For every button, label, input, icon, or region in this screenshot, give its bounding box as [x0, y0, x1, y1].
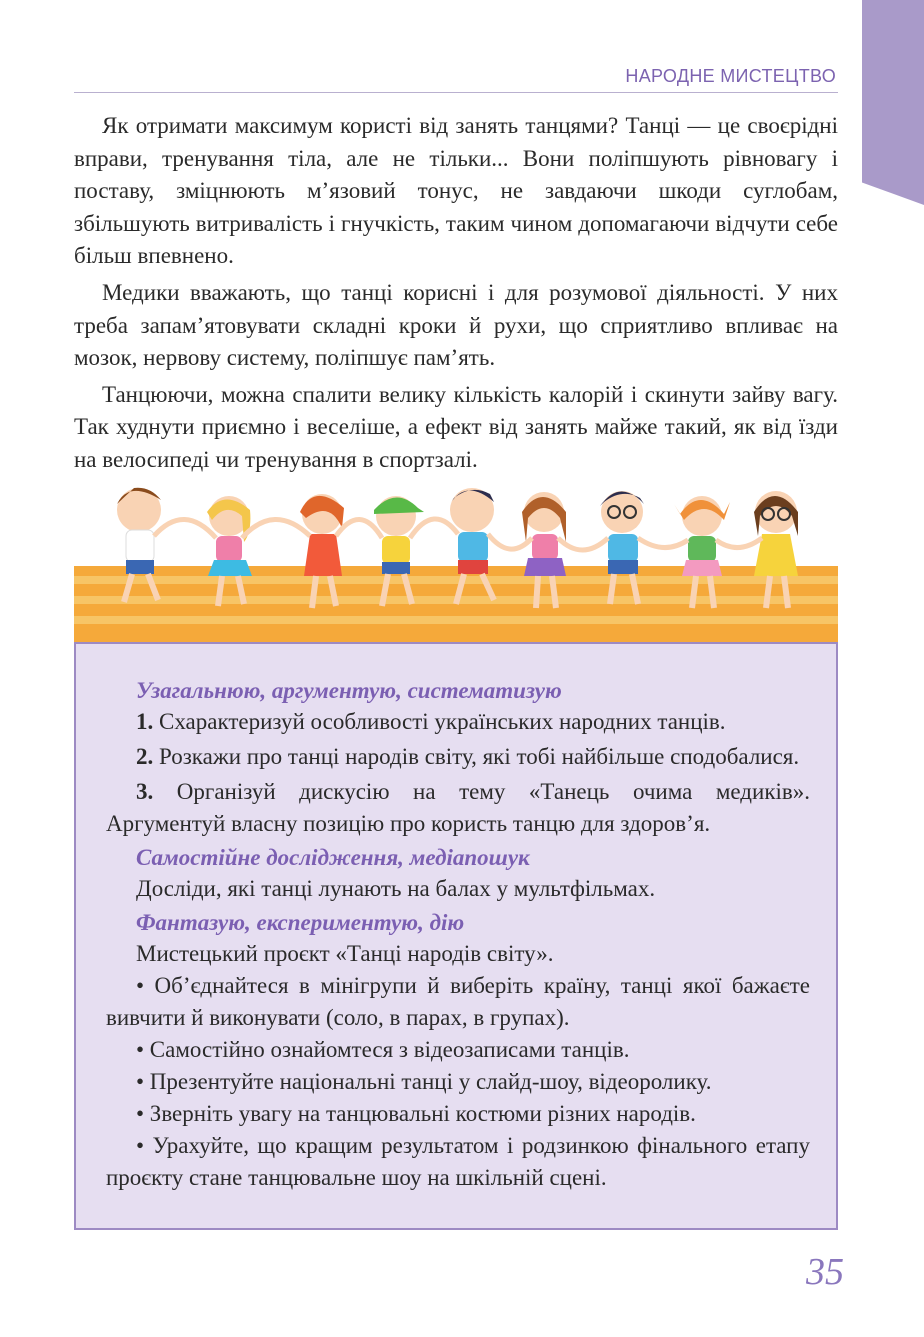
main-text: [74, 110, 838, 481]
dancing-children-illustration: [74, 472, 838, 644]
project-intro: Мистецький проєкт «Танці народів світу».: [136, 941, 554, 966]
task-text: Організуй дискусію на тему «Танець очима медиків». Аргументуй власну позицію про користь танцю для здоров’я.: [106, 779, 810, 836]
project-bullet: • Презентуйте національні танці у слайд-шоу, відеоролику.: [136, 1069, 712, 1094]
chapter-tab: [862, 0, 924, 205]
project-bullet: • Самостійно ознайомтеся з відеозаписами танців.: [136, 1037, 630, 1062]
paragraph-2: Медики вважають, що танці корисні і для розумової діяльності. У них треба запам’ятовувати складні кроки й рухи, що сприятливо впливає на мозок, нервову систему, поліпшує пам’ять.: [74, 279, 838, 371]
task-box: [74, 642, 838, 1230]
heading-generalize: Узагальнюю, аргументую, систематизую: [136, 678, 562, 703]
project-bullet: • Зверніть увагу на танцювальні костюми різних народів.: [136, 1101, 696, 1126]
task-item-1: [106, 706, 810, 738]
heading-fantasize: Фантазую, експериментую, дію: [136, 910, 465, 935]
paragraph-1: Як отримати максимум користі від занять танцями? Танці — це своєрідні вправи, тренування тіла, але не тільки... Вони поліпшують рівновагу і поставу, зміцнюють м’язовий тонус, не завдаючи шкоди суглобам, збільшують витривалість і гнучкість, таким чином допомагаючи відчути себе більш впевнено.: [74, 113, 838, 269]
project-bullet: • Урахуйте, що кращим результатом і родзинкою фінального етапу проєкту стане танцювальне шоу на шкільній сцені.: [106, 1133, 810, 1190]
section-title: НАРОДНЕ МИСТЕЦТВО: [625, 66, 836, 86]
task-text: Розкажи про танці народів світу, які тобі найбільше сподобалися.: [153, 744, 800, 769]
task-content: [106, 676, 810, 1194]
task-number: 3.: [136, 779, 154, 804]
task-number: 1.: [136, 709, 154, 734]
heading-research: Самостійне дослідження, медіапошук: [136, 845, 530, 870]
task-item-3: [106, 776, 810, 840]
research-task: Досліди, які танці лунають на балах у мультфільмах.: [136, 876, 656, 901]
page-number: 35: [806, 1251, 844, 1293]
task-number: 2.: [136, 744, 154, 769]
header-rule: [74, 92, 838, 93]
task-item-2: [106, 741, 810, 773]
paragraph-3: Танцюючи, можна спалити велику кількість калорій і скинути зайву вагу. Так худнути приємно і веселіше, а ефект від занять майже такий, як від їзди на велосипеді чи тренування в спортзалі.: [74, 381, 838, 472]
project-bullet: • Об’єднайтеся в мінігрупи й виберіть країну, танці якої бажаєте вивчити й виконувати (соло, в парах, в групах).: [106, 973, 810, 1030]
task-text: Схарактеризуй особливості українських народних танців.: [153, 709, 726, 734]
